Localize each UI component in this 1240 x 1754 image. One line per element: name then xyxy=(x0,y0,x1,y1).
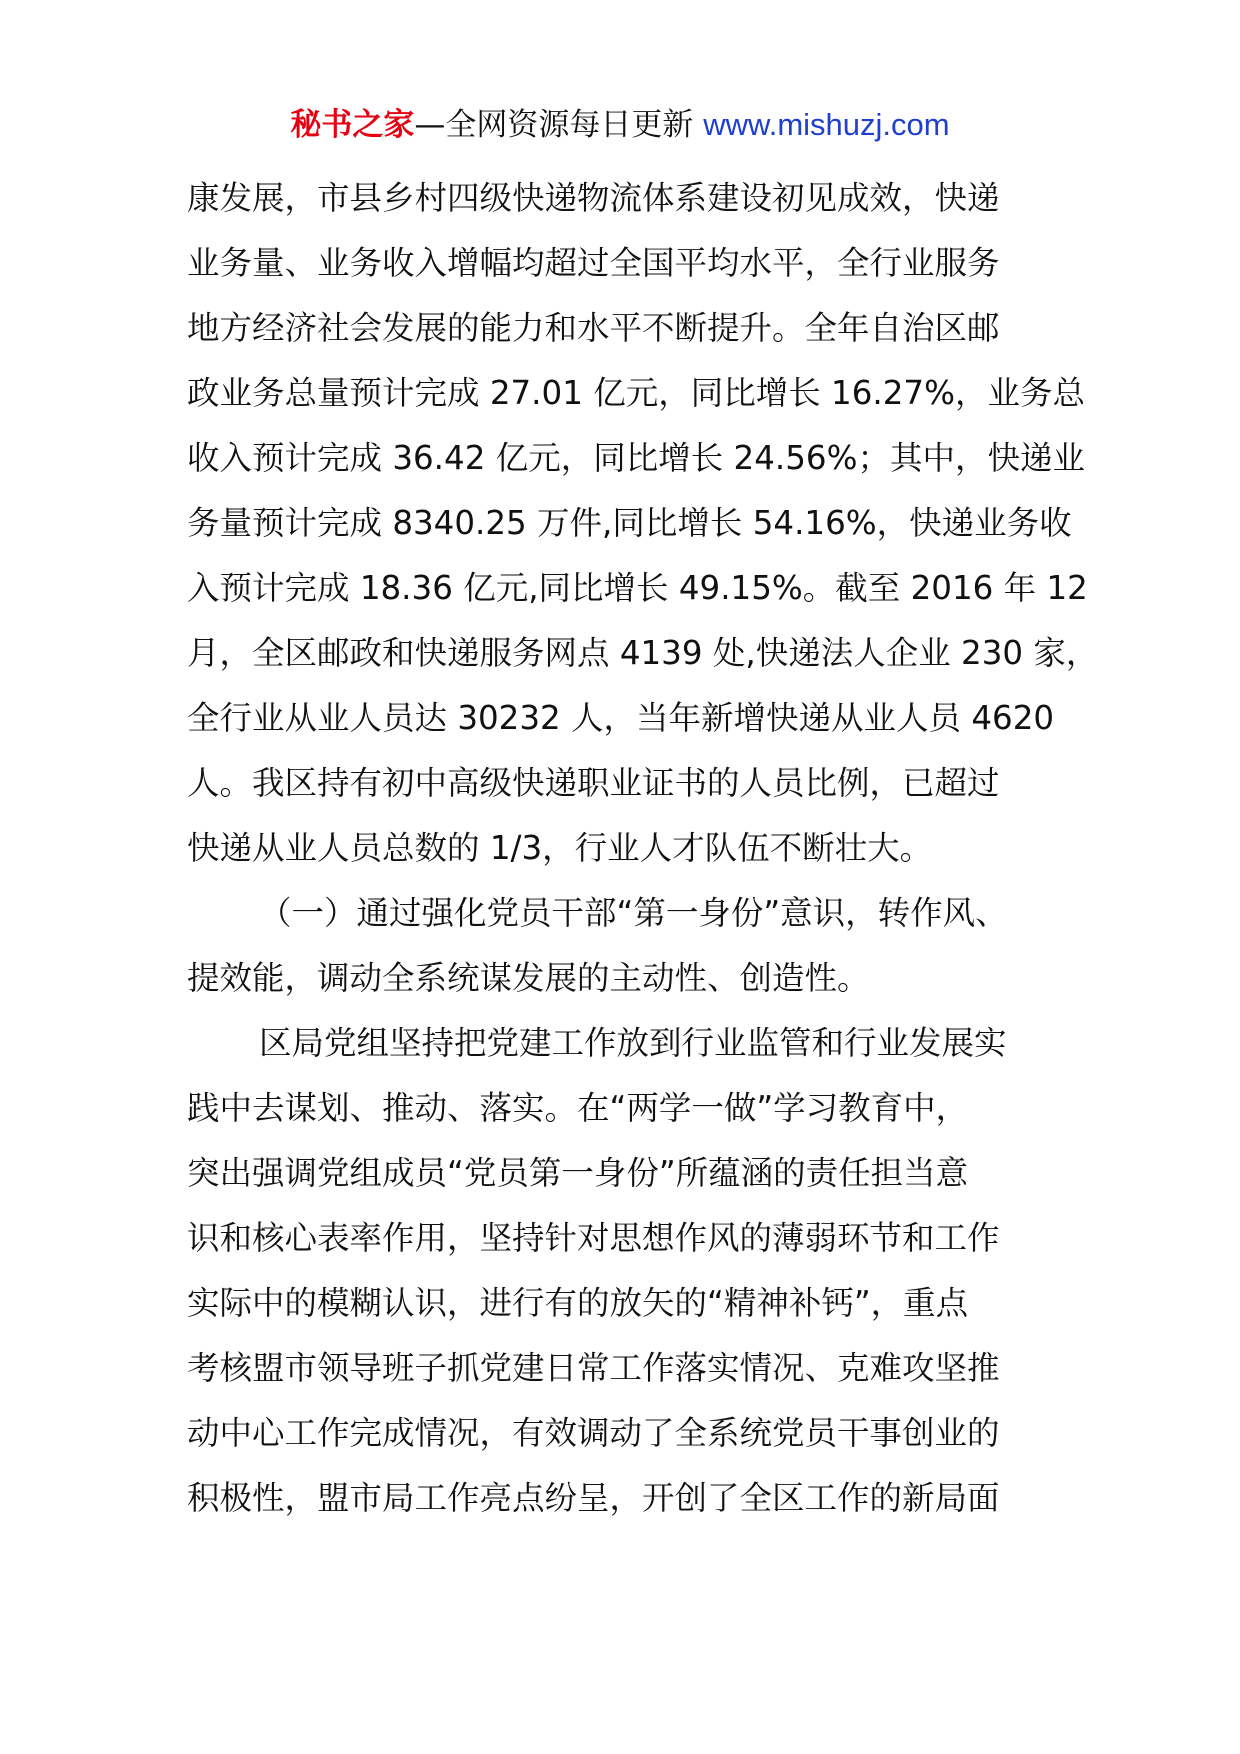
paragraph-line: 实际中的模糊认识，进行有的放矢的“精神补钙”，重点 xyxy=(187,1284,969,1322)
brand-name: 秘书之家 xyxy=(290,107,415,143)
page-header xyxy=(0,104,1240,146)
paragraph xyxy=(187,881,1077,1011)
paragraph-line: 识和核心表率作用，坚持针对思想作风的薄弱环节和工作 xyxy=(187,1219,1000,1257)
paragraph-line: 践中去谋划、推动、落实。在“两学一做”学习教育中， xyxy=(187,1089,969,1127)
paragraph-line: 考核盟市领导班子抓党建日常工作落实情况、克难攻坚推 xyxy=(187,1349,1000,1387)
paragraph-line: 人。我区持有初中高级快递职业证书的人员比例，已超过 xyxy=(187,764,1000,802)
paragraph-line: 积极性，盟市局工作亮点纷呈，开创了全区工作的新局面 xyxy=(187,1479,1000,1517)
header-slogan: —全网资源每日更新 xyxy=(414,107,694,143)
paragraph-line: 地方经济社会发展的能力和水平不断提升。全年自治区邮 xyxy=(187,309,1000,347)
paragraph-line: 突出强调党组成员“党员第一身份”所蕴涵的责任担当意 xyxy=(187,1154,969,1192)
paragraph-line: 月，全区邮政和快递服务网点 4139 处,快递法人企业 230 家， xyxy=(187,634,1099,672)
paragraph-line: 收入预计完成 36.42 亿元，同比增长 24.56%；其中，快递业 xyxy=(187,439,1085,477)
paragraph-line: 业务量、业务收入增幅均超过全国平均水平，全行业服务 xyxy=(187,244,1000,282)
paragraph-line: （一）通过强化党员干部“第一身份”意识，转作风、 xyxy=(259,894,1008,932)
paragraph-line: 快递从业人员总数的 1/3，行业人才队伍不断壮大。 xyxy=(187,829,933,867)
paragraph-line: 务量预计完成 8340.25 万件,同比增长 54.16%，快递业务收 xyxy=(187,504,1072,542)
paragraph-line: 康发展，市县乡村四级快递物流体系建设初见成效，快递 xyxy=(187,179,1000,217)
site-url[interactable]: www.mishuzj.com xyxy=(703,107,950,142)
paragraph-line: 入预计完成 18.36 亿元,同比增长 49.15%。截至 2016 年 12 xyxy=(187,569,1088,607)
document-body xyxy=(187,166,1099,1531)
paragraph-line: 动中心工作完成情况，有效调动了全系统党员干事创业的 xyxy=(187,1414,1000,1452)
paragraph-line: 提效能，调动全系统谋发展的主动性、创造性。 xyxy=(187,959,870,997)
paragraph-line: 政业务总量预计完成 27.01 亿元，同比增长 16.27%，业务总 xyxy=(187,374,1085,412)
paragraph xyxy=(187,166,1099,881)
paragraph-line: 全行业从业人员达 30232 人，当年新增快递从业人员 4620 xyxy=(187,699,1055,737)
paragraph-line: 区局党组坚持把党建工作放到行业监管和行业发展实 xyxy=(259,1024,1007,1062)
paragraph xyxy=(187,1011,1077,1531)
